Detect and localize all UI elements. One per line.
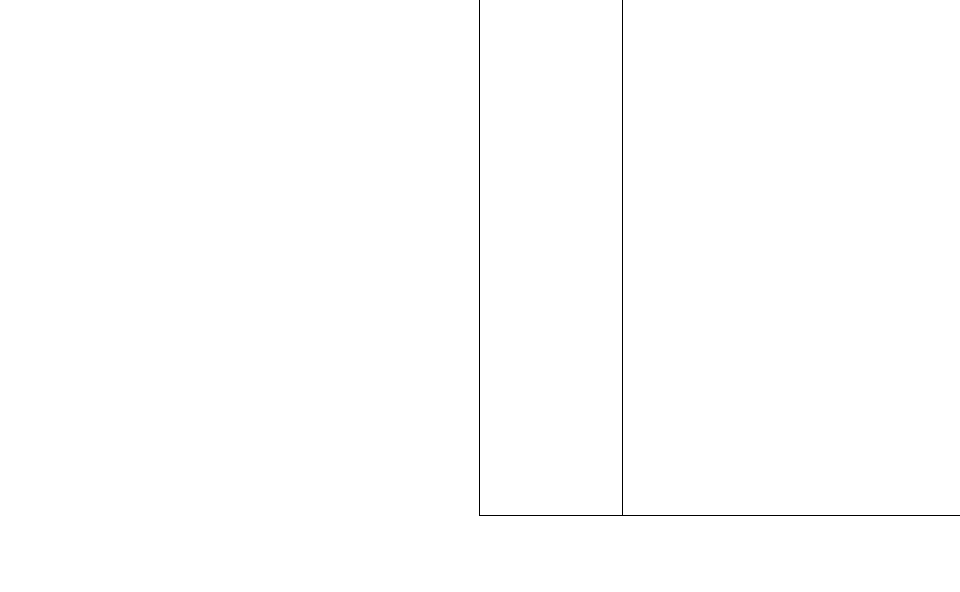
document-table xyxy=(479,0,960,516)
section-content-cell xyxy=(628,0,960,516)
section-title-cell xyxy=(480,0,623,516)
